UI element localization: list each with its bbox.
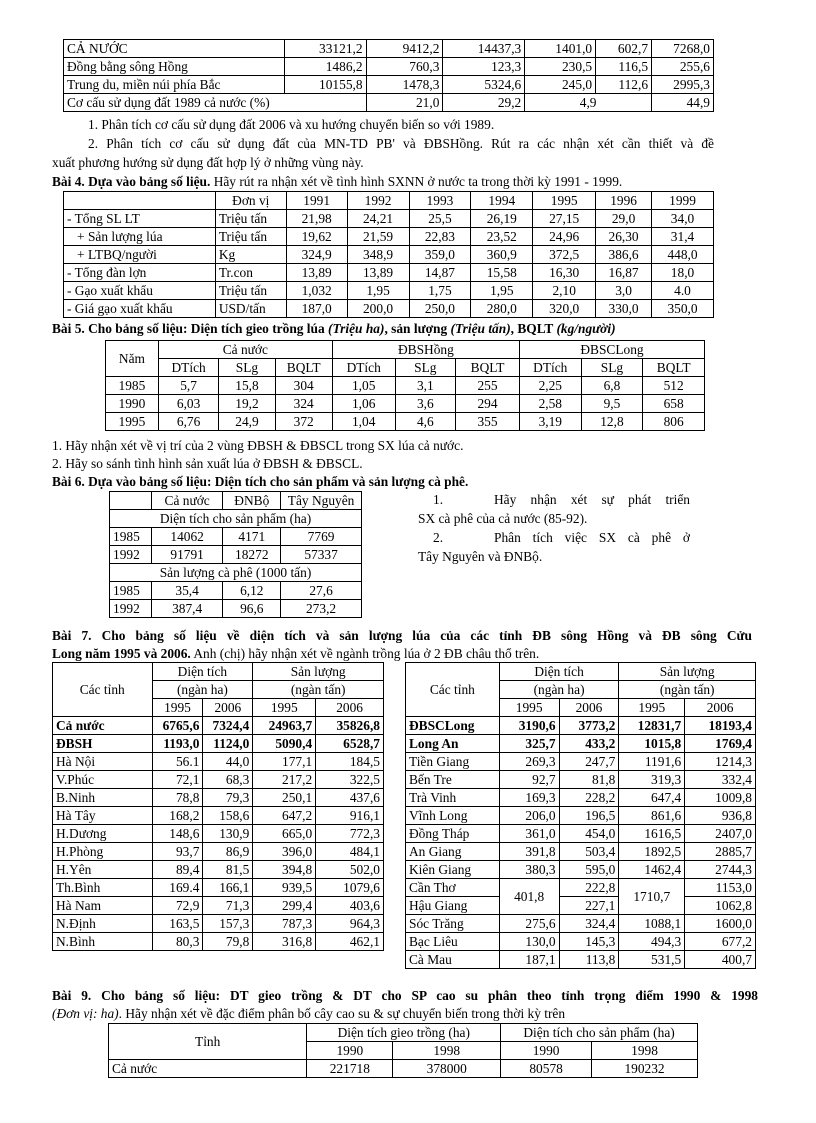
row-label: Hà Tây <box>53 807 153 825</box>
table-cell: 391,8 <box>499 843 559 861</box>
table-cell: 324,4 <box>559 915 619 933</box>
table-cell: 3190,6 <box>499 717 559 735</box>
table-cell: 56.1 <box>152 753 203 771</box>
table-cell: 80,3 <box>152 933 203 951</box>
table-cell: 187,1 <box>499 951 559 969</box>
table-row <box>53 789 384 807</box>
table-cell: 772,3 <box>316 825 384 843</box>
row-label: H.Dương <box>53 825 153 843</box>
bai6-question-1: Hãy nhận xét sự phát triển <box>494 492 690 507</box>
table-header-row: (ngàn ha) (ngàn tấn) <box>53 681 384 699</box>
table-cell: 23,52 <box>471 228 533 246</box>
table-cell: 7324,4 <box>203 717 253 735</box>
table-cell: 24,96 <box>533 228 596 246</box>
table-cell: Kg <box>215 246 286 264</box>
table-row <box>406 861 756 879</box>
table-cell: 247,7 <box>559 753 619 771</box>
table-row <box>406 807 756 825</box>
table-cell: 403,6 <box>316 897 384 915</box>
table-cell: 250,0 <box>409 300 471 318</box>
table-row <box>53 807 384 825</box>
bai9-title: Bài 9. Cho bảng số liệu: DT gieo trồng & DT cho SP cao su phân theo tỉnh trọng điểm 1990 & 1998 <box>52 988 758 1003</box>
bai7-title: Bài 7. Cho bảng số liệu về diện tích và sản lượng lúa của các tỉnh ĐB sông Hồng và ĐB sông Cửu <box>52 628 752 643</box>
table-row <box>64 300 714 318</box>
table-row <box>406 753 756 771</box>
table-cell: 348,9 <box>347 246 409 264</box>
table-cell: 1,04 <box>332 413 395 431</box>
table-header-row: 1995 2006 1995 2006 <box>53 699 384 717</box>
table-cell: 386,6 <box>596 246 652 264</box>
table-cell: 6,8 <box>581 377 643 395</box>
table-cell: 35826,8 <box>316 717 384 735</box>
table-cell: 13,89 <box>347 264 409 282</box>
table-section-row: Diện tích cho sản phẩm (ha) <box>110 510 362 528</box>
bai5-table <box>105 340 705 431</box>
table-cell: 400,7 <box>685 951 756 969</box>
table-cell: 163,5 <box>152 915 203 933</box>
table-row: 1985 35,4 6,12 27,6 <box>110 582 362 600</box>
bai6-table <box>109 491 362 618</box>
table-cell: 72,1 <box>152 771 203 789</box>
table-cell: 168,2 <box>152 807 203 825</box>
table-cell: 81,8 <box>559 771 619 789</box>
table-cell: 79,3 <box>203 789 253 807</box>
table-cell: 177,1 <box>253 753 316 771</box>
table-cell: 916,1 <box>316 807 384 825</box>
table-cell: 433,2 <box>559 735 619 753</box>
table-cell: 255 <box>456 377 520 395</box>
table-row <box>406 825 756 843</box>
table-cell: 787,3 <box>253 915 316 933</box>
table-cell: 22,83 <box>409 228 471 246</box>
row-label: 1990 <box>106 395 159 413</box>
table-cell: 3,0 <box>596 282 652 300</box>
table-header-row: 1995 2006 1995 2006 <box>406 699 756 717</box>
row-label: - Gạo xuất khẩu <box>64 282 216 300</box>
table-cell: 319,3 <box>619 771 685 789</box>
table-cell: 18,0 <box>652 264 714 282</box>
table-cell: 1193,0 <box>152 735 203 753</box>
table-header-row: Các tỉnh Diện tích Sản lượng <box>53 663 384 681</box>
table-cell: 26,19 <box>471 210 533 228</box>
table-cell: 2,10 <box>533 282 596 300</box>
table-header-row: Đơn vị 1991 1992 1993 1994 1995 1996 1999 <box>64 192 714 210</box>
table-cell: 325,7 <box>499 735 559 753</box>
table-cell: 86,9 <box>203 843 253 861</box>
table-row: Trung du, miền núi phía Bắc 10155,8 1478,3 5324,6 245,0 112,6 2995,3 <box>64 76 714 94</box>
table-cell: 18193,4 <box>685 717 756 735</box>
table-cell: Triệu tấn <box>215 228 286 246</box>
table-row <box>106 377 705 395</box>
table-cell: USD/tấn <box>215 300 286 318</box>
table-cell: 113,8 <box>559 951 619 969</box>
table-cell: 81,5 <box>203 861 253 879</box>
table-cell: 9,5 <box>581 395 643 413</box>
table-cell: Triệu tấn <box>215 210 286 228</box>
table-cell: 359,0 <box>409 246 471 264</box>
table-cell: 531,5 <box>619 951 685 969</box>
table-cell: 1088,1 <box>619 915 685 933</box>
table-cell: 1214,3 <box>685 753 756 771</box>
table-row <box>64 210 714 228</box>
table-cell: 27,15 <box>533 210 596 228</box>
row-label: N.Định <box>53 915 153 933</box>
bai3-question-2-cont: xuất phương hướng sử dụng đất hợp lý ở những vùng này. <box>52 155 364 170</box>
table-cell: 5090,4 <box>253 735 316 753</box>
table-cell: 200,0 <box>347 300 409 318</box>
bai6-question-1-num: 1. <box>433 492 444 507</box>
table-cell: 1892,5 <box>619 843 685 861</box>
row-label: Sóc Trăng <box>406 915 500 933</box>
table-row: Cơ cấu sử dụng đất 1989 cả nước (%) 21,0 29,2 4,9 44,9 <box>64 94 714 112</box>
table-cell: 31,4 <box>652 228 714 246</box>
table-row: 1985 14062 4171 7769 <box>110 528 362 546</box>
table-cell: 1,06 <box>332 395 395 413</box>
land-use-table <box>63 39 714 112</box>
table-cell: 72,9 <box>152 897 203 915</box>
table-cell: 4.0 <box>652 282 714 300</box>
row-label: Trà Vinh <box>406 789 500 807</box>
table-cell: 68,3 <box>203 771 253 789</box>
bai5-question-1: 1. Hãy nhận xét về vị trí của 2 vùng ĐBSH & ĐBSCL trong SX lúa cả nước. <box>52 438 464 453</box>
table-row <box>53 915 384 933</box>
table-cell: 360,9 <box>471 246 533 264</box>
table-header-row: Cả nước ĐNBộ Tây Nguyên <box>110 492 362 510</box>
table-row <box>53 825 384 843</box>
row-label: Th.Bình <box>53 879 153 897</box>
table-cell: 595,0 <box>559 861 619 879</box>
row-label: - Tổng SL LT <box>64 210 216 228</box>
table-cell: Tr.con <box>215 264 286 282</box>
row-label: H.Yên <box>53 861 153 879</box>
table-cell: 1616,5 <box>619 825 685 843</box>
table-cell: 228,2 <box>559 789 619 807</box>
row-label: Bến Tre <box>406 771 500 789</box>
table-row <box>406 717 756 735</box>
table-cell: 6528,7 <box>316 735 384 753</box>
table-cell: 3773,2 <box>559 717 619 735</box>
row-label: Long An <box>406 735 500 753</box>
table-row: 1992 387,4 96,6 273,2 <box>110 600 362 618</box>
table-header-row: Các tỉnh Diện tích Sản lượng <box>406 663 756 681</box>
table-cell: 166,1 <box>203 879 253 897</box>
table-cell: 184,5 <box>316 753 384 771</box>
table-cell: 157,3 <box>203 915 253 933</box>
table-row <box>406 933 756 951</box>
table-cell: 324,9 <box>286 246 347 264</box>
table-row: Cần Thơ 401,8 222,8 1710,7 1153,0 <box>406 879 756 897</box>
bai4-title: Bài 4. Dựa vào bảng số liệu. Hãy rút ra nhận xét về tình hình SXNN ở nước ta trong thời kỳ 1991 - 1999. <box>52 174 623 189</box>
table-row <box>53 735 384 753</box>
table-cell: 3,19 <box>519 413 581 431</box>
table-cell: 677,2 <box>685 933 756 951</box>
table-cell: 15,58 <box>471 264 533 282</box>
table-cell: 462,1 <box>316 933 384 951</box>
table-cell: 647,2 <box>253 807 316 825</box>
table-cell: 448,0 <box>652 246 714 264</box>
table-row <box>53 861 384 879</box>
table-cell: 294 <box>456 395 520 413</box>
table-row: 1992 91791 18272 57337 <box>110 546 362 564</box>
table-cell: 380,3 <box>499 861 559 879</box>
table-cell: 1,05 <box>332 377 395 395</box>
table-cell: 275,6 <box>499 915 559 933</box>
table-cell: 299,4 <box>253 897 316 915</box>
table-row <box>53 897 384 915</box>
table-cell: 169.4 <box>152 879 203 897</box>
table-cell: 503,4 <box>559 843 619 861</box>
table-row <box>53 879 384 897</box>
table-row <box>406 771 756 789</box>
table-cell: 217,2 <box>253 771 316 789</box>
table-row <box>406 735 756 753</box>
row-label: 1985 <box>106 377 159 395</box>
table-cell: 484,1 <box>316 843 384 861</box>
table-cell: 269,3 <box>499 753 559 771</box>
table-cell: 1462,4 <box>619 861 685 879</box>
bai7-left-table <box>52 662 384 951</box>
table-cell: 79,8 <box>203 933 253 951</box>
row-label: + Sản lượng lúa <box>64 228 216 246</box>
bai6-title: Bài 6. Dựa vào bảng số liệu: Diện tích cho sản phẩm và sản lượng cà phê. <box>52 474 469 489</box>
table-cell: 1,032 <box>286 282 347 300</box>
row-label: + LTBQ/người <box>64 246 216 264</box>
table-cell: 350,0 <box>652 300 714 318</box>
table-cell: 437,6 <box>316 789 384 807</box>
bai6-question-2-cont: Tây Nguyên và ĐNBộ. <box>418 549 543 564</box>
table-cell: 12831,7 <box>619 717 685 735</box>
table-cell: 24963,7 <box>253 717 316 735</box>
table-cell: 2407,0 <box>685 825 756 843</box>
table-row <box>406 951 756 969</box>
table-cell: 130,0 <box>499 933 559 951</box>
table-section-row: Sản lượng cà phê (1000 tấn) <box>110 564 362 582</box>
table-cell: 1079,6 <box>316 879 384 897</box>
table-row <box>64 228 714 246</box>
table-row <box>53 717 384 735</box>
row-label: Vĩnh Long <box>406 807 500 825</box>
row-label: Đồng Tháp <box>406 825 500 843</box>
table-cell: 3,1 <box>395 377 456 395</box>
bai5-question-2: 2. Hãy so sánh tình hình sản xuất lúa ở ĐBSH & ĐBSCL. <box>52 456 363 471</box>
table-cell: 806 <box>643 413 705 431</box>
table-cell: 647,4 <box>619 789 685 807</box>
table-cell: 322,5 <box>316 771 384 789</box>
table-cell: 454,0 <box>559 825 619 843</box>
row-label: ĐBSCLong <box>406 717 500 735</box>
bai6-question-2-num: 2. <box>433 530 444 545</box>
table-cell: 6,03 <box>158 395 219 413</box>
table-cell: 304 <box>275 377 332 395</box>
table-row <box>53 753 384 771</box>
table-cell: 19,62 <box>286 228 347 246</box>
row-label: ĐBSH <box>53 735 153 753</box>
table-cell: 12,8 <box>581 413 643 431</box>
table-cell: 21,98 <box>286 210 347 228</box>
table-cell: 1,95 <box>347 282 409 300</box>
table-row <box>106 395 705 413</box>
table-cell: Triệu tấn <box>215 282 286 300</box>
row-label: H.Phòng <box>53 843 153 861</box>
row-label: Cả nước <box>53 717 153 735</box>
table-row <box>53 771 384 789</box>
table-cell: 187,0 <box>286 300 347 318</box>
table-cell: 34,0 <box>652 210 714 228</box>
table-cell: 15,8 <box>219 377 275 395</box>
table-cell: 169,3 <box>499 789 559 807</box>
table-cell: 1,75 <box>409 282 471 300</box>
table-cell: 29,0 <box>596 210 652 228</box>
row-label: - Tổng đàn lợn <box>64 264 216 282</box>
table-cell: 861,6 <box>619 807 685 825</box>
bai3-question-2: 2. Phân tích cơ cấu sử dụng đất của MN-TD PB' và ĐBSHồng. Rút ra các nhận xét cần thiết và đề <box>88 136 714 151</box>
table-header-row: DTích SLg BQLT DTích SLg BQLT DTích SLg BQLT <box>106 359 705 377</box>
table-cell: 71,3 <box>203 897 253 915</box>
table-cell: 396,0 <box>253 843 316 861</box>
bai3-question-1: 1. Phân tích cơ cấu sử dụng đất 2006 và xu hướng chuyển biến so với 1989. <box>88 117 495 132</box>
table-cell: 92,7 <box>499 771 559 789</box>
row-label: Hà Nội <box>53 753 153 771</box>
table-cell: 320,0 <box>533 300 596 318</box>
table-cell: 658 <box>643 395 705 413</box>
bai9-table <box>108 1023 698 1078</box>
row-label: B.Ninh <box>53 789 153 807</box>
table-cell: 19,2 <box>219 395 275 413</box>
table-row: CẢ NƯỚC 33121,2 9412,2 14437,3 1401,0 602,7 7268,0 <box>64 40 714 58</box>
table-cell: 512 <box>643 377 705 395</box>
table-cell: 665,0 <box>253 825 316 843</box>
table-cell: 6,76 <box>158 413 219 431</box>
row-label: Bạc Liêu <box>406 933 500 951</box>
table-row <box>406 915 756 933</box>
table-row: Hậu Giang 227,1 1062,8 <box>406 897 756 915</box>
table-cell: 26,30 <box>596 228 652 246</box>
table-cell: 21,59 <box>347 228 409 246</box>
table-cell: 964,3 <box>316 915 384 933</box>
table-row <box>406 843 756 861</box>
bai5-title: Bài 5. Cho bảng số liệu: Diện tích gieo trồng lúa (Triệu ha), sản lượng (Triệu tấn), BQLT (kg/người) <box>52 321 616 336</box>
bai6-question-2: Phân tích việc SX cà phê ở <box>494 530 690 545</box>
row-label: Cà Mau <box>406 951 500 969</box>
table-cell: 2,25 <box>519 377 581 395</box>
table-cell: 130,9 <box>203 825 253 843</box>
bai6-question-1-cont: SX cà phê của cả nước (85-92). <box>418 511 588 526</box>
table-cell: 148,6 <box>152 825 203 843</box>
table-cell: 1191,6 <box>619 753 685 771</box>
table-cell: 1,95 <box>471 282 533 300</box>
row-label: N.Bình <box>53 933 153 951</box>
table-row <box>64 264 714 282</box>
table-cell: 361,0 <box>499 825 559 843</box>
row-label: 1995 <box>106 413 159 431</box>
table-row <box>406 789 756 807</box>
table-row <box>64 282 714 300</box>
table-row: Đồng bằng sông Hồng 1486,2 760,3 123,3 230,5 116,5 255,6 <box>64 58 714 76</box>
table-cell: 16,30 <box>533 264 596 282</box>
row-label: - Giá gạo xuất khẩu <box>64 300 216 318</box>
table-cell: 6765,6 <box>152 717 203 735</box>
table-cell: 158,6 <box>203 807 253 825</box>
table-cell: 330,0 <box>596 300 652 318</box>
table-header-row: (ngàn ha) (ngàn tấn) <box>406 681 756 699</box>
table-row <box>106 413 705 431</box>
table-cell: 355 <box>456 413 520 431</box>
table-cell: 24,21 <box>347 210 409 228</box>
bai7-title-cont: Long năm 1995 và 2006. Anh (chị) hãy nhận xét về ngành trồng lúa ở 2 ĐB châu thổ trên. <box>52 646 540 661</box>
table-cell: 1769,4 <box>685 735 756 753</box>
row-label: Hà Nam <box>53 897 153 915</box>
table-cell: 2,58 <box>519 395 581 413</box>
table-cell: 1009,8 <box>685 789 756 807</box>
table-cell: 145,3 <box>559 933 619 951</box>
row-label: V.Phúc <box>53 771 153 789</box>
row-label: Kiên Giang <box>406 861 500 879</box>
table-cell: 494,3 <box>619 933 685 951</box>
table-cell: 24,9 <box>219 413 275 431</box>
table-cell: 93,7 <box>152 843 203 861</box>
table-cell: 196,5 <box>559 807 619 825</box>
table-cell: 372,5 <box>533 246 596 264</box>
table-cell: 316,8 <box>253 933 316 951</box>
table-cell: 502,0 <box>316 861 384 879</box>
table-row <box>53 933 384 951</box>
table-cell: 16,87 <box>596 264 652 282</box>
table-header-row: Năm Cả nước ĐBSHồng ĐBSCLong <box>106 341 705 359</box>
table-header-row: Tỉnh Diện tích gieo trồng (ha) Diện tích cho sản phẩm (ha) <box>109 1024 698 1042</box>
table-cell: 1600,0 <box>685 915 756 933</box>
table-cell: 324 <box>275 395 332 413</box>
table-cell: 1015,8 <box>619 735 685 753</box>
table-cell: 14,87 <box>409 264 471 282</box>
bai4-table <box>63 191 714 318</box>
table-cell: 394,8 <box>253 861 316 879</box>
bai9-title-cont: (Đơn vị: ha). Hãy nhận xét về đặc điểm phân bố cây cao su & sự chuyển biến trong thời kỳ trên <box>52 1006 566 1021</box>
table-cell: 4,6 <box>395 413 456 431</box>
table-row: Cả nước 221718 378000 80578 190232 <box>109 1060 698 1078</box>
table-cell: 13,89 <box>286 264 347 282</box>
table-row <box>53 843 384 861</box>
row-label: An Giang <box>406 843 500 861</box>
table-cell: 280,0 <box>471 300 533 318</box>
table-cell: 939,5 <box>253 879 316 897</box>
table-cell: 250,1 <box>253 789 316 807</box>
table-cell: 89,4 <box>152 861 203 879</box>
table-row <box>64 246 714 264</box>
table-cell: 44,0 <box>203 753 253 771</box>
table-cell: 936,8 <box>685 807 756 825</box>
table-header-row: 1990 1998 1990 1998 <box>109 1042 698 1060</box>
table-cell: 25,5 <box>409 210 471 228</box>
table-cell: 332,4 <box>685 771 756 789</box>
table-cell: 2885,7 <box>685 843 756 861</box>
table-cell: 78,8 <box>152 789 203 807</box>
table-cell: 206,0 <box>499 807 559 825</box>
table-cell: 2744,3 <box>685 861 756 879</box>
table-cell: 1124,0 <box>203 735 253 753</box>
bai7-right-table <box>405 662 756 969</box>
table-cell: 5,7 <box>158 377 219 395</box>
table-cell: 372 <box>275 413 332 431</box>
table-cell: 3,6 <box>395 395 456 413</box>
row-label: Tiền Giang <box>406 753 500 771</box>
